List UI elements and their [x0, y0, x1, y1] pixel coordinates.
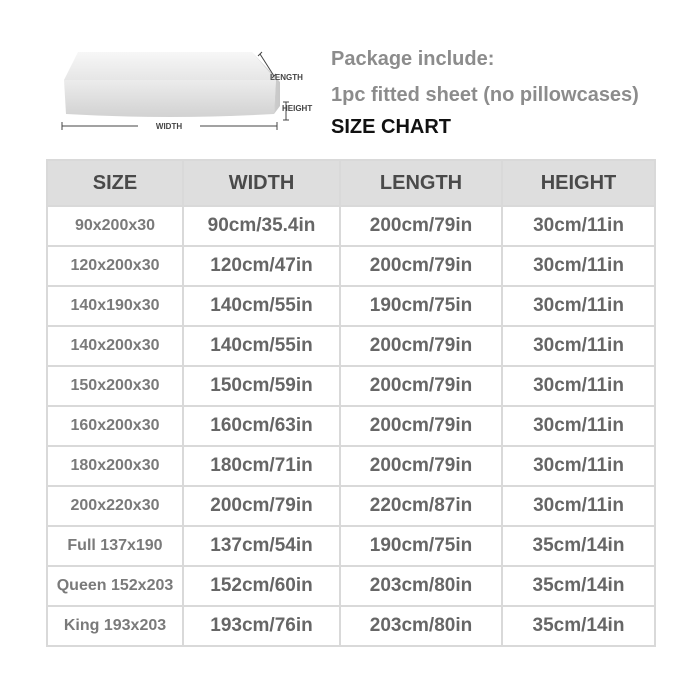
size-table [46, 159, 656, 647]
size-cell: 150x200x30 [47, 366, 183, 406]
width-cell: 152cm/60in [183, 566, 340, 606]
size-cell: 90x200x30 [47, 206, 183, 246]
width-cell: 160cm/63in [183, 406, 340, 446]
length-cell: 200cm/79in [340, 406, 502, 446]
height-cell: 30cm/11in [502, 486, 655, 526]
width-cell: 137cm/54in [183, 526, 340, 566]
height-cell: 30cm/11in [502, 406, 655, 446]
length-cell: 190cm/75in [340, 286, 502, 326]
length-cell: 190cm/75in [340, 526, 502, 566]
width-cell: 180cm/71in [183, 446, 340, 486]
width-cell: 140cm/55in [183, 326, 340, 366]
width-label: WIDTH [155, 122, 183, 131]
table-row [47, 446, 655, 486]
mattress-top [64, 52, 276, 80]
mattress-illustration [52, 40, 314, 140]
height-cell: 30cm/11in [502, 206, 655, 246]
table-row [47, 286, 655, 326]
width-cell: 120cm/47in [183, 246, 340, 286]
length-cell: 220cm/87in [340, 486, 502, 526]
size-chart-title: SIZE CHART [331, 116, 451, 138]
size-cell: 200x220x30 [47, 486, 183, 526]
table-row [47, 606, 655, 646]
size-cell: 120x200x30 [47, 246, 183, 286]
height-cell: 30cm/11in [502, 326, 655, 366]
width-cell: 90cm/35.4in [183, 206, 340, 246]
height-label: HEIGHT [282, 104, 313, 113]
package-title: Package include: [331, 48, 495, 70]
length-cell: 203cm/80in [340, 606, 502, 646]
height-cell: 35cm/14in [502, 526, 655, 566]
package-item: 1pc fitted sheet (no pillowcases) [331, 84, 639, 106]
length-label: LENGTH [270, 73, 303, 82]
table-body [47, 206, 655, 646]
length-cell: 200cm/79in [340, 366, 502, 406]
height-cell: 35cm/14in [502, 566, 655, 606]
size-cell: Queen 152x203 [47, 566, 183, 606]
table-row [47, 566, 655, 606]
size-cell: 160x200x30 [47, 406, 183, 446]
width-cell: 150cm/59in [183, 366, 340, 406]
table-row [47, 246, 655, 286]
size-cell: 140x200x30 [47, 326, 183, 366]
table-row [47, 366, 655, 406]
size-cell: 180x200x30 [47, 446, 183, 486]
height-cell: 30cm/11in [502, 286, 655, 326]
size-cell: King 193x203 [47, 606, 183, 646]
header-height: HEIGHT [502, 160, 655, 206]
header-size: SIZE [47, 160, 183, 206]
table-row [47, 326, 655, 366]
width-cell: 140cm/55in [183, 286, 340, 326]
table-row [47, 206, 655, 246]
table-row [47, 526, 655, 566]
length-cell: 200cm/79in [340, 206, 502, 246]
table-row [47, 406, 655, 446]
header-length: LENGTH [340, 160, 502, 206]
length-cell: 203cm/80in [340, 566, 502, 606]
size-cell: 140x190x30 [47, 286, 183, 326]
width-cell: 200cm/79in [183, 486, 340, 526]
width-cell: 193cm/76in [183, 606, 340, 646]
package-block [331, 46, 639, 140]
height-cell: 30cm/11in [502, 366, 655, 406]
height-cell: 30cm/11in [502, 246, 655, 286]
height-cell: 30cm/11in [502, 446, 655, 486]
table-header-row [47, 160, 655, 206]
size-cell: Full 137x190 [47, 526, 183, 566]
height-cell: 35cm/14in [502, 606, 655, 646]
mattress-front [64, 80, 276, 117]
header-width: WIDTH [183, 160, 340, 206]
table-row [47, 486, 655, 526]
length-cell: 200cm/79in [340, 446, 502, 486]
length-cell: 200cm/79in [340, 326, 502, 366]
length-cell: 200cm/79in [340, 246, 502, 286]
